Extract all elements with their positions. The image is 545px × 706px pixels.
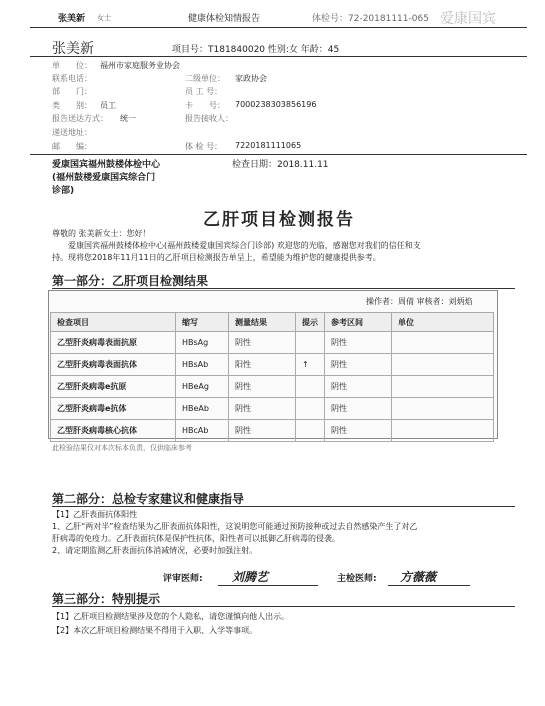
cell-item: 乙型肝炎病毒核心抗体 <box>51 420 176 442</box>
header-name: 张美新 <box>58 14 86 24</box>
cell-abbr: HBcAb <box>176 420 229 442</box>
cell-abbr: HBsAb <box>176 354 229 376</box>
part1-footnote: 此检验结果仅对本次标本负责，仅供临床参考 <box>52 444 192 452</box>
part2-item-title: 【1】乙肝表面抗体阳性 <box>52 510 138 519</box>
level2-value: 家政协会 <box>235 74 267 83</box>
cell-item: 乙型肝炎病毒e抗体 <box>51 398 176 420</box>
part1-divider <box>52 288 515 289</box>
patient-name: 张美新 <box>52 41 94 57</box>
cell-range: 阴性 <box>325 332 392 354</box>
contact-label: 联系电话： <box>52 74 92 83</box>
info-divider <box>30 154 527 155</box>
cell-result: 阴性 <box>229 332 296 354</box>
cell-range: 阴性 <box>325 354 392 376</box>
cell-unit <box>392 332 494 354</box>
card-label: 卡 号： <box>185 101 225 110</box>
intro-line1: 爱康国宾福州鼓楼体检中心(福州鼓楼爱康国宾综合门诊部) 欢迎您的光临，感谢您对我们的信任和支 <box>68 241 421 250</box>
col-unit: 单位 <box>392 313 494 332</box>
col-range: 参考区间 <box>325 313 392 332</box>
cell-range: 阴性 <box>325 420 392 442</box>
cell-abbr: HBsAg <box>176 332 229 354</box>
cell-hint <box>296 376 325 398</box>
table-row <box>51 420 494 442</box>
cell-abbr: HBeAb <box>176 398 229 420</box>
intro-line2: 持。现将您2018年11月11日的乙肝项目检测报告单呈上，希望能为维护您的健康提供参考。 <box>52 253 381 262</box>
reviewer-signature: 刘腾艺 <box>232 570 269 584</box>
cell-hint <box>296 420 325 442</box>
center-line2: (福州鼓楼爱康国宾综合门 <box>52 173 156 183</box>
col-abbr: 缩写 <box>176 313 229 332</box>
exam-no-value: 7220181111065 <box>235 141 302 150</box>
table-row <box>51 354 494 376</box>
address-label: 递送地址： <box>52 128 92 137</box>
cell-hint <box>296 332 325 354</box>
postcode-label: 邮 编： <box>52 142 92 151</box>
center-line1: 爱康国宾福州鼓楼体检中心 <box>52 160 161 170</box>
reviewer-signature-line <box>218 585 318 586</box>
table-header-row <box>51 313 494 332</box>
chief-signature-line <box>388 585 470 586</box>
center-line3: 诊部) <box>52 186 75 196</box>
exam-date: 检查日期：2018.11.11 <box>232 160 329 170</box>
greeting: 尊敬的 张美新女士：您好！ <box>52 229 151 238</box>
cell-range: 阴性 <box>325 376 392 398</box>
cell-unit <box>392 420 494 442</box>
cell-unit <box>392 354 494 376</box>
patient-divider <box>30 56 527 57</box>
category-label: 类 别： <box>52 101 92 110</box>
card-value: 7000238303856196 <box>235 100 317 109</box>
chief-signature: 方薇薇 <box>400 570 437 584</box>
cell-item: 乙型肝炎病毒e抗原 <box>51 376 176 398</box>
operator-line: 操作者：周倩 审核者：刘炳焰 <box>366 297 473 306</box>
brand-logo: 爱康国宾 <box>440 11 496 27</box>
dept-label: 部 门： <box>52 87 92 96</box>
project-line: 项目号：T181840020 性别:女 年龄：45 <box>172 45 340 55</box>
cell-hint: ↑ <box>296 354 325 376</box>
table-row <box>51 398 494 420</box>
part3-divider <box>52 606 515 607</box>
part2-divider <box>52 506 515 507</box>
part2-heading: 第二部分：总检专家建议和健康指导 <box>52 492 245 506</box>
part3-line1: 【1】乙肝项目检测结果涉及您的个人隐私，请您谨慎向他人出示。 <box>52 612 290 621</box>
part2-line1: 1、乙肝“两对半”检查结果为乙肝表面抗体阳性，这说明您可能通过预防接种或过去自然感染产生了对乙 <box>52 522 418 531</box>
chief-label: 主检医师: <box>337 574 377 584</box>
cell-abbr: HBeAg <box>176 376 229 398</box>
results-table <box>50 312 494 442</box>
cell-result: 阴性 <box>229 376 296 398</box>
cell-hint <box>296 398 325 420</box>
cell-unit <box>392 398 494 420</box>
cell-result: 阳性 <box>229 354 296 376</box>
delivery-value: 统一 <box>120 114 136 123</box>
receiver-label: 报告接收人： <box>185 114 233 123</box>
cell-result: 阴性 <box>229 398 296 420</box>
part3-line2: 【2】本次乙肝项目检测结果不得用于入职、入学等事项。 <box>52 626 258 635</box>
report-title: 乙肝项目检测报告 <box>203 210 355 230</box>
cell-range: 阴性 <box>325 398 392 420</box>
exam-no-label: 体 检 号： <box>185 142 223 151</box>
part2-line2: 肝病毒的免疫力。乙肝表面抗体是保护性抗体，阳性者可以抵御乙肝病毒的侵袭。 <box>52 534 340 543</box>
header-doc-title: 健康体检知情报告 <box>188 14 261 24</box>
cell-result: 阴性 <box>229 420 296 442</box>
unit-value: 福州市家庭服务业协会 <box>100 61 180 70</box>
part3-heading: 第三部分：特别提示 <box>52 592 161 606</box>
cell-unit <box>392 376 494 398</box>
reviewer-label: 评审医师: <box>163 574 203 584</box>
cell-item: 乙型肝炎病毒表面抗体 <box>51 354 176 376</box>
part2-line3: 2、请定期监测乙肝表面抗体消减情况，必要时加强注射。 <box>52 546 258 555</box>
table-row <box>51 376 494 398</box>
table-row <box>51 332 494 354</box>
level2-label: 二级单位： <box>185 74 225 83</box>
cell-item: 乙型肝炎病毒表面抗原 <box>51 332 176 354</box>
header-divider <box>30 27 527 28</box>
header-exam-no: 体检号：72-20181111-065 <box>312 14 429 24</box>
col-result: 测量结果 <box>229 313 296 332</box>
col-item: 检查项目 <box>51 313 176 332</box>
part1-heading: 第一部分：乙肝项目检测结果 <box>52 274 209 288</box>
unit-label: 单 位： <box>52 61 92 70</box>
delivery-label: 报告送达方式： <box>52 114 108 123</box>
emp-no-label: 员 工 号： <box>185 87 223 96</box>
category-value: 员工 <box>100 101 116 110</box>
header-gender: 女士 <box>97 14 111 22</box>
col-hint: 提示 <box>296 313 325 332</box>
